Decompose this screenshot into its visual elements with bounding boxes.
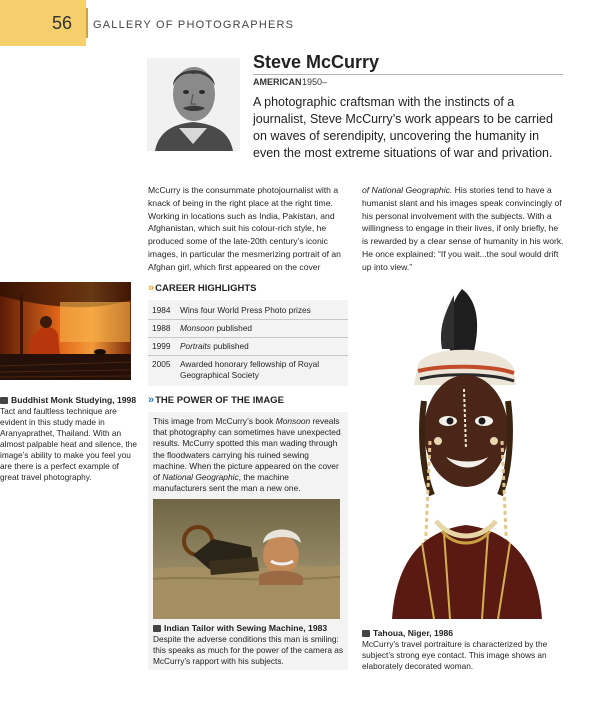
portrait-illustration [147, 58, 240, 151]
photographer-portrait [147, 58, 240, 151]
tailor-caption-title-text: Indian Tailor with Sewing Machine, 1983 [164, 623, 328, 633]
niger-caption-title-text: Tahoua, Niger, 1986 [373, 628, 454, 638]
career-text-plain: published [210, 341, 249, 351]
camera-icon [0, 397, 8, 404]
name-divider [253, 74, 563, 75]
career-text-plain: Wins four World Press Photo prizes [180, 305, 311, 315]
life-years: 1950– [302, 77, 328, 87]
career-italic: Portraits [180, 341, 211, 351]
monk-caption [0, 395, 140, 483]
career-text-plain: published [214, 323, 252, 333]
body-italic-title: of National Geographic. [362, 185, 453, 195]
intro-paragraph: A photographic craftsman with the instincts of a journalist, Steve McCurry’s work appears to be carried on waves of serendipity, uncovering the humanity in even the most extreme situations of war and privation. [253, 95, 553, 160]
body-column-1: McCurry is the consummate photojournalist with a knack of being in the right place at the right time. Working in locations such as India, Pakistan, and Afghanistan, which suit his colour-rich style, he produced some of the late-20th century’s iconic images, in particular the mesmerizing portrait of an Afghan girl, which first appeared on the cover [148, 185, 341, 272]
monk-caption-text: Tact and faultless technique are evident in this study made in Aranyaprathet, Thailand. With an almost palpable heat and silence, the image’s ability to make you feel you are there is a perfect example of great travel photography. [0, 406, 137, 482]
power-text-b: reveals that photography can sometimes have unexpected results. McCurry spotted this man wading through the floodwaters carrying his ruined sewing machine. When the picture appeared on the cover of [153, 416, 341, 483]
tailor-caption [153, 623, 343, 667]
career-year: 1988 [152, 323, 171, 333]
career-year: 1999 [152, 341, 171, 351]
chevron-right-icon: » [148, 394, 152, 406]
tailor-caption-text: Despite the adverse conditions this man is smiling: this speaks as much for the power of the camera as McCurry’s rapport with his subjects. [153, 634, 343, 666]
nationality: AMERICAN [253, 77, 302, 87]
indian-tailor-photo [153, 499, 340, 619]
power-heading-text: THE POWER OF THE IMAGE [155, 395, 284, 406]
power-of-image-text [153, 416, 341, 494]
career-year: 2005 [152, 359, 171, 369]
list-item [148, 356, 348, 384]
photographer-name: Steve McCurry [253, 52, 380, 72]
power-text-a: This image from McCurry’s book [153, 416, 276, 426]
list-item [148, 302, 348, 320]
career-italic: Monsoon [180, 323, 215, 333]
monk-caption-title [0, 395, 140, 406]
camera-icon [362, 630, 370, 637]
niger-photo-illustration [362, 281, 564, 619]
power-text-italic-2: National Geographic [162, 472, 239, 483]
page-number: 56 [52, 13, 73, 33]
power-of-image-heading [148, 394, 348, 414]
monk-photo-illustration [0, 282, 131, 380]
buddhist-monk-photo [0, 282, 131, 380]
career-text [180, 305, 344, 316]
power-text-italic-1: Monsoon [275, 416, 311, 426]
career-text [180, 323, 344, 334]
career-text [180, 359, 344, 381]
camera-icon [153, 625, 161, 632]
niger-caption-title [362, 628, 565, 639]
career-year: 1984 [152, 305, 171, 315]
chevron-right-icon: » [148, 282, 152, 294]
page-number-tab [0, 0, 86, 46]
header-divider [86, 8, 88, 38]
career-text-plain: Awarded honorary fellowship of Royal Geographical Society [180, 359, 320, 380]
niger-caption-text: McCurry’s travel portraiture is characterized by the subject’s strong eye contact. This image shows an elaborately decorated woman. [362, 639, 548, 671]
body-column-2-text: His stories tend to have a humanist slant and his images speak convincingly of his personal involvement with the subjects. With a willingness to engage in their lives, if only briefly, he is rewarded by a clear sense of humanity in his work. He once explained: “If you wait...the soul would drift up into view.” [362, 185, 564, 272]
career-highlights-heading [148, 282, 348, 302]
body-column-2 [362, 184, 564, 274]
tailor-photo-illustration [153, 499, 340, 619]
career-text [180, 341, 344, 352]
list-item [148, 320, 348, 338]
career-highlights-list [148, 300, 348, 386]
niger-caption [362, 628, 565, 672]
running-head: GALLERY OF PHOTOGRAPHERS [93, 19, 295, 31]
list-item [148, 338, 348, 356]
tailor-caption-title [153, 623, 343, 634]
career-heading-text: CAREER HIGHLIGHTS [155, 283, 257, 294]
power-text-c: , the machine manufacturers sent the man a new one. [153, 472, 301, 494]
tahoua-niger-photo [362, 281, 564, 619]
monk-caption-title-text: Buddhist Monk Studying, 1998 [11, 395, 137, 405]
